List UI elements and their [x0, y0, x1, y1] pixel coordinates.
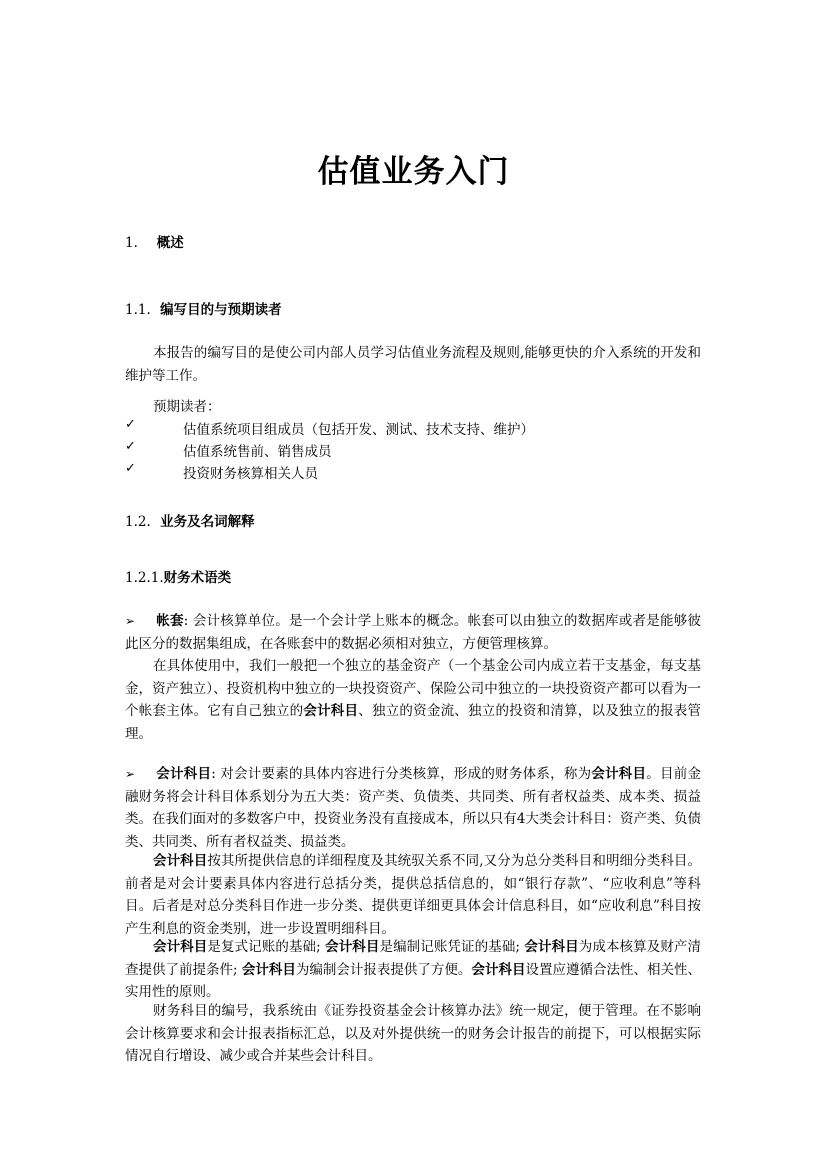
term-account-subject: 会计科目	[471, 961, 526, 978]
account-subject-role	[125, 936, 701, 1004]
term-account-subject: 会计科目	[325, 939, 380, 955]
term-account-subject: 会计科目	[241, 961, 296, 978]
account-subject-definition	[125, 763, 701, 853]
paragraph-text: 为成本核算及财产清查提供了前提条件;	[125, 939, 702, 978]
account-subject-classification	[125, 850, 701, 940]
term-account-subject: 会计科目	[156, 766, 212, 782]
account-subject-numbering: 财务科目的编号，我系统由《证券投资基金会计核算办法》统一规定，便于管理。在不影响会计核算要求和会计报表指标汇总，以及对外提供统一的财务会计报告的前提下，可以根据实际情况自行增设、减少或合并某些会计科目。	[125, 1003, 701, 1064]
section-label: 编写目的与预期读者	[160, 302, 282, 318]
paragraph-text: 在具体使用中，我们一般把一个独立的基金资产（一个基金公司内成立若干支基金，每支基金，资产独立）、投资机构中独立的一块投资资产、保险公司中独立的一块投资资产都可以看为一个帐套主体。它有自己独立的	[125, 658, 701, 719]
paragraph-text: 、独立的资金流、独立的投资和清算，以及独立的报表管理。	[125, 703, 702, 742]
paragraph-text: 是复式记账的基础;	[207, 939, 326, 955]
definition-text: : 会计核算单位。是一个会计学上账本的概念。帐套可以由独立的数据库或者是能够彼此区分的数据集组成，在各账套中的数据必须相对独立，方便管理核算。	[125, 613, 702, 652]
definition-text: 。目前金融财务将会计科目体系划分为五大类：资产类、负债类、共同类、所有者权益类、成本类、损益类。在我们面对的多数客户中，投资业务没有直接成本，所以只有4大类会计科目：资产类、负债类、共同类、所有者权益类、损益类。	[125, 766, 702, 850]
arrow-bullet-icon: ➢	[125, 614, 136, 628]
section-number: 1.1.	[125, 302, 151, 318]
paragraph-text: 设置应遵循合法性、相关性、实用性的原则。	[125, 961, 702, 1000]
heading-finance-terms	[125, 566, 231, 586]
section-label: 业务及名词解释	[160, 514, 255, 530]
purpose-paragraph: 本报告的编写目的是使公司内部人员学习估值业务流程及规则,能够更快的介入系统的开发和维护等工作。	[125, 345, 701, 384]
paragraph-text: 按其所提供信息的详细程度及其统驭关系不同,又分为总分类科目和明细分类科目。前者是对会计要素具体内容进行总括分类，提供总括信息的，如“银行存款”、“应收利息”等科目。后者是对总分类科目作进一步分类、提供更详细更具体会计信息科目，如“应收利息”科目按产生利息的资金类别，进一步设置明细科目。	[125, 853, 701, 937]
paragraph-text: 为编制会计报表提供了方便。	[295, 961, 472, 978]
paragraph-text: 是编制记账凭证的基础;	[379, 939, 525, 955]
checkmark-icon: ✓	[125, 461, 136, 476]
page-title: 估值业务入门	[317, 154, 510, 190]
account-set-paragraph	[125, 655, 701, 745]
term-account-subject: 会计科目	[591, 766, 647, 782]
arrow-bullet-icon: ➢	[125, 767, 136, 781]
section-label: 概述	[156, 235, 184, 251]
term-account-subject: 会计科目	[153, 939, 208, 955]
term-account-subject: 会计科目	[524, 939, 579, 955]
section-number: 1.2.1.	[125, 570, 164, 586]
term-account-set: 帐套	[156, 613, 184, 629]
reader-item: 估值系统项目组成员（包括开发、测试、技术支持、维护）	[183, 422, 534, 438]
heading-purpose-readers	[125, 298, 282, 318]
section-number: 1.2.	[125, 514, 151, 530]
checkmark-icon: ✓	[125, 439, 136, 454]
definition-text: : 对会计要素的具体内容进行分类核算，形成的财务体系，称为	[211, 766, 592, 782]
reader-item: 估值系统售前、销售成员	[183, 444, 332, 460]
section-number: 1.	[125, 235, 138, 251]
reader-item: 投资财务核算相关人员	[183, 466, 318, 482]
readers-label: 预期读者：	[153, 399, 221, 415]
heading-overview	[125, 231, 184, 251]
term-account-subject: 会计科目	[153, 853, 208, 869]
heading-business-terms	[125, 510, 255, 530]
section-label: 财务术语类	[163, 570, 232, 586]
term-account-subject: 会计科目	[303, 703, 359, 719]
checkmark-icon: ✓	[125, 417, 136, 432]
account-set-definition	[125, 610, 701, 655]
